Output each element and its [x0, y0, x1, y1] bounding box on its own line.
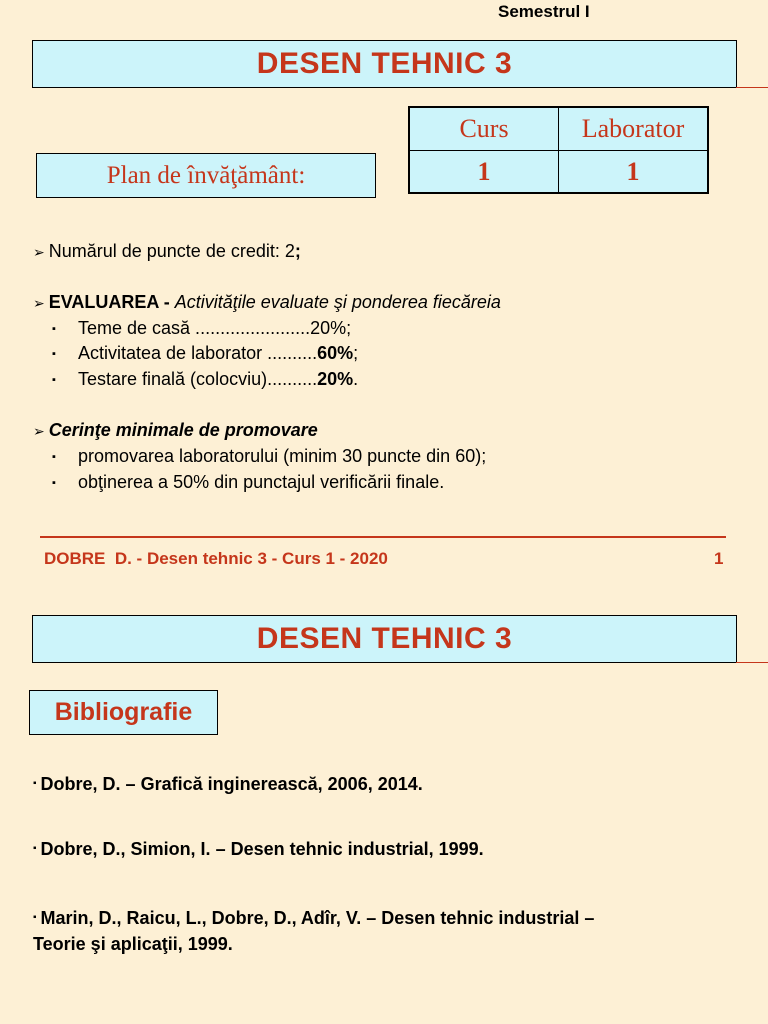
reference-item: [33, 774, 423, 795]
credits-suffix: ;: [294, 241, 301, 261]
evaluation-item-value: 20%: [317, 369, 354, 389]
reference-text: Marin, D., Raicu, L., Dobre, D., Adîr, V. – Desen tehnic industrial –: [40, 908, 595, 928]
arrow-bullet-icon: ➢: [33, 423, 45, 439]
reference-text: Dobre, D. – Grafică inginerească, 2006, 2014.: [40, 774, 423, 794]
requirement-item: [52, 446, 486, 467]
reference-item: [33, 839, 484, 860]
square-bullet-icon: ▪: [52, 477, 56, 489]
evaluation-item-end: .: [353, 369, 359, 389]
reference-item: [33, 908, 594, 929]
value-laborator: 1: [559, 151, 709, 194]
evaluation-item: [52, 318, 351, 339]
evaluation-item: [52, 343, 358, 364]
requirement-item: [52, 472, 444, 493]
reference-text: Dobre, D., Simion, I. – Desen tehnic industrial, 1999.: [40, 839, 484, 859]
evaluation-dash: -: [158, 292, 175, 312]
square-bullet-icon: ▪: [33, 843, 37, 854]
evaluation-item-end: ;: [346, 318, 352, 338]
evaluation-item-text: Teme de casă .......................: [78, 318, 311, 338]
square-bullet-icon: ▪: [52, 451, 56, 463]
square-bullet-icon: ▪: [52, 323, 56, 335]
evaluation-heading: [33, 292, 501, 313]
evaluation-item-end: ;: [353, 343, 359, 363]
requirements-label: Cerinţe minimale de promovare: [48, 420, 318, 440]
evaluation-item-value: 60%: [317, 343, 354, 363]
requirement-item-text: obţinerea a 50% din punctajul verificării finale.: [78, 472, 445, 492]
requirement-item-text: promovarea laboratorului (minim 30 puncte din 60);: [78, 446, 487, 466]
evaluation-desc: Activităţile evaluate şi ponderea fiecăreia: [174, 292, 501, 312]
credits-text: Numărul de puncte de credit: 2: [48, 241, 295, 261]
evaluation-item-value: 20%: [310, 318, 347, 338]
evaluation-item-text: Testare finală (colocviu)..........: [78, 369, 318, 389]
value-curs: 1: [409, 151, 559, 194]
footer-text: DOBRE D. - Desen tehnic 3 - Curs 1 - 2020: [44, 549, 388, 568]
square-bullet-icon: ▪: [33, 778, 37, 789]
header-curs: Curs: [409, 107, 559, 151]
page-number: 1: [714, 549, 724, 568]
arrow-bullet-icon: ➢: [33, 244, 45, 260]
header-laborator: Laborator: [559, 107, 709, 151]
hours-table: [408, 106, 709, 194]
square-bullet-icon: ▪: [52, 374, 56, 386]
bibliography-label: Bibliografie: [29, 690, 218, 735]
plan-label: Plan de învăţământ:: [36, 153, 376, 198]
semester-label: Semestrul I: [498, 2, 590, 21]
slide2-title: DESEN TEHNIC 3: [32, 615, 737, 663]
requirements-heading: [33, 420, 318, 441]
reference-continuation: Teorie şi aplicaţii, 1999.: [33, 934, 233, 954]
evaluation-item: [52, 369, 358, 390]
credits-line: [33, 241, 301, 262]
footer-divider: [40, 536, 726, 538]
slide1-title: DESEN TEHNIC 3: [32, 40, 737, 88]
square-bullet-icon: ▪: [52, 348, 56, 360]
arrow-bullet-icon: ➢: [33, 295, 45, 311]
square-bullet-icon: ▪: [33, 912, 37, 923]
evaluation-item-text: Activitatea de laborator ..........: [78, 343, 318, 363]
evaluation-label: EVALUAREA: [48, 292, 159, 312]
